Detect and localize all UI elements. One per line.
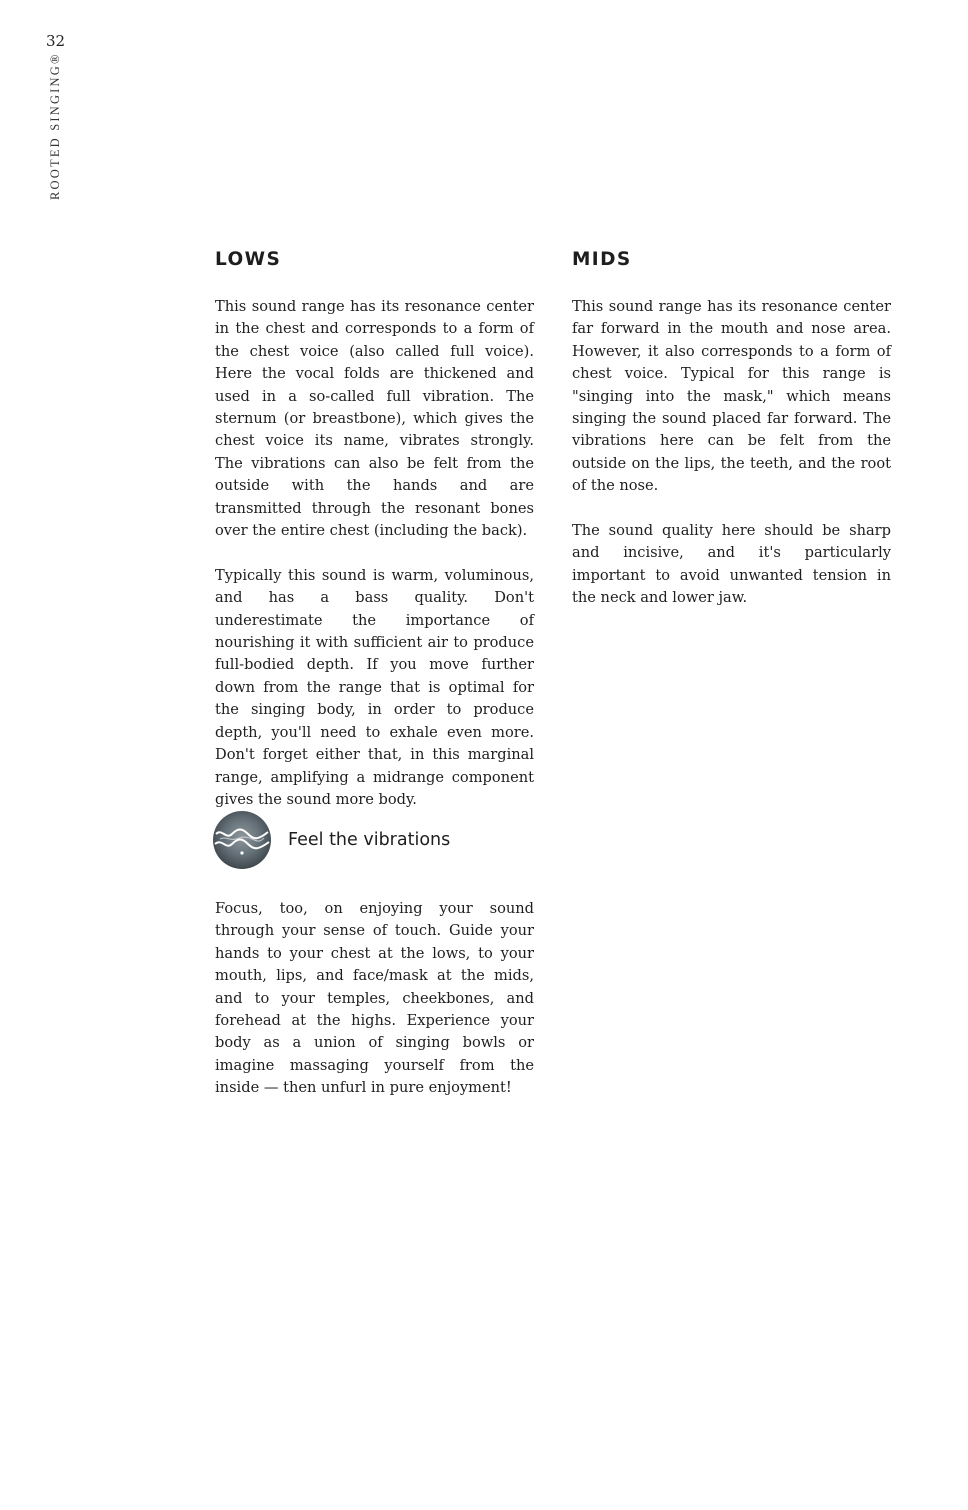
mids-section [572,248,891,610]
mids-heading: MIDS [572,249,632,270]
callout-header [212,810,552,872]
callout-title: Feel the vibrations [288,830,451,850]
lows-heading: LOWS [215,249,282,270]
lows-paragraph-2: Typically this sound is warm, voluminous, and has a bass quality. Don't underestimate the importance of nourishing it with sufficient air to produce full-bodied depth. If you move further down from the range that is optimal for the singing body, in order to produce depth, you'll need to exhale even more. Don't forget either that, in this marginal range, amplifying a midrange component gives the sound more body. [215,566,534,808]
running-head: ROOTED SINGING® [48,52,62,200]
callout-body-section [215,898,534,1100]
callout-paragraph: Focus, too, on enjoying your sound through your sense of touch. Guide your hands to your chest at the lows, to your mouth, lips, and face/mask at the mids, and to your temples, cheekbones, and forehead at the highs. Experience your body as a union of singing bowls or imagine massaging yourself from the inside — then unfurl in pure enjoyment! [215,900,534,1097]
page-number: 32 [46,32,66,50]
mids-paragraph-1: This sound range has its resonance center far forward in the mouth and nose area. However, it also corresponds to a form of chest voice. Typical for this range is "singing into the mask," which means singing the sound placed far forward. The vibrations here can be felt from the outside on the lips, the teeth, and the root of the nose. [572,298,891,495]
lows-section [215,248,534,811]
mids-paragraph-2: The sound quality here should be sharp and incisive, and it's particularly important to avoid unwanted tension in the neck and lower jaw. [572,522,891,607]
lows-paragraph-1: This sound range has its resonance center in the chest and corresponds to a form of the chest voice (also called full voice). Here the vocal folds are thickened and used in a so-called full vibration. The sternum (or breastbone), which gives the chest voice its name, vibrates strongly. The vibrations can also be felt from the outside with the hands and are transmitted through the resonant bones over the entire chest (including the back). [215,298,534,540]
vibration-wave-icon [212,810,272,870]
